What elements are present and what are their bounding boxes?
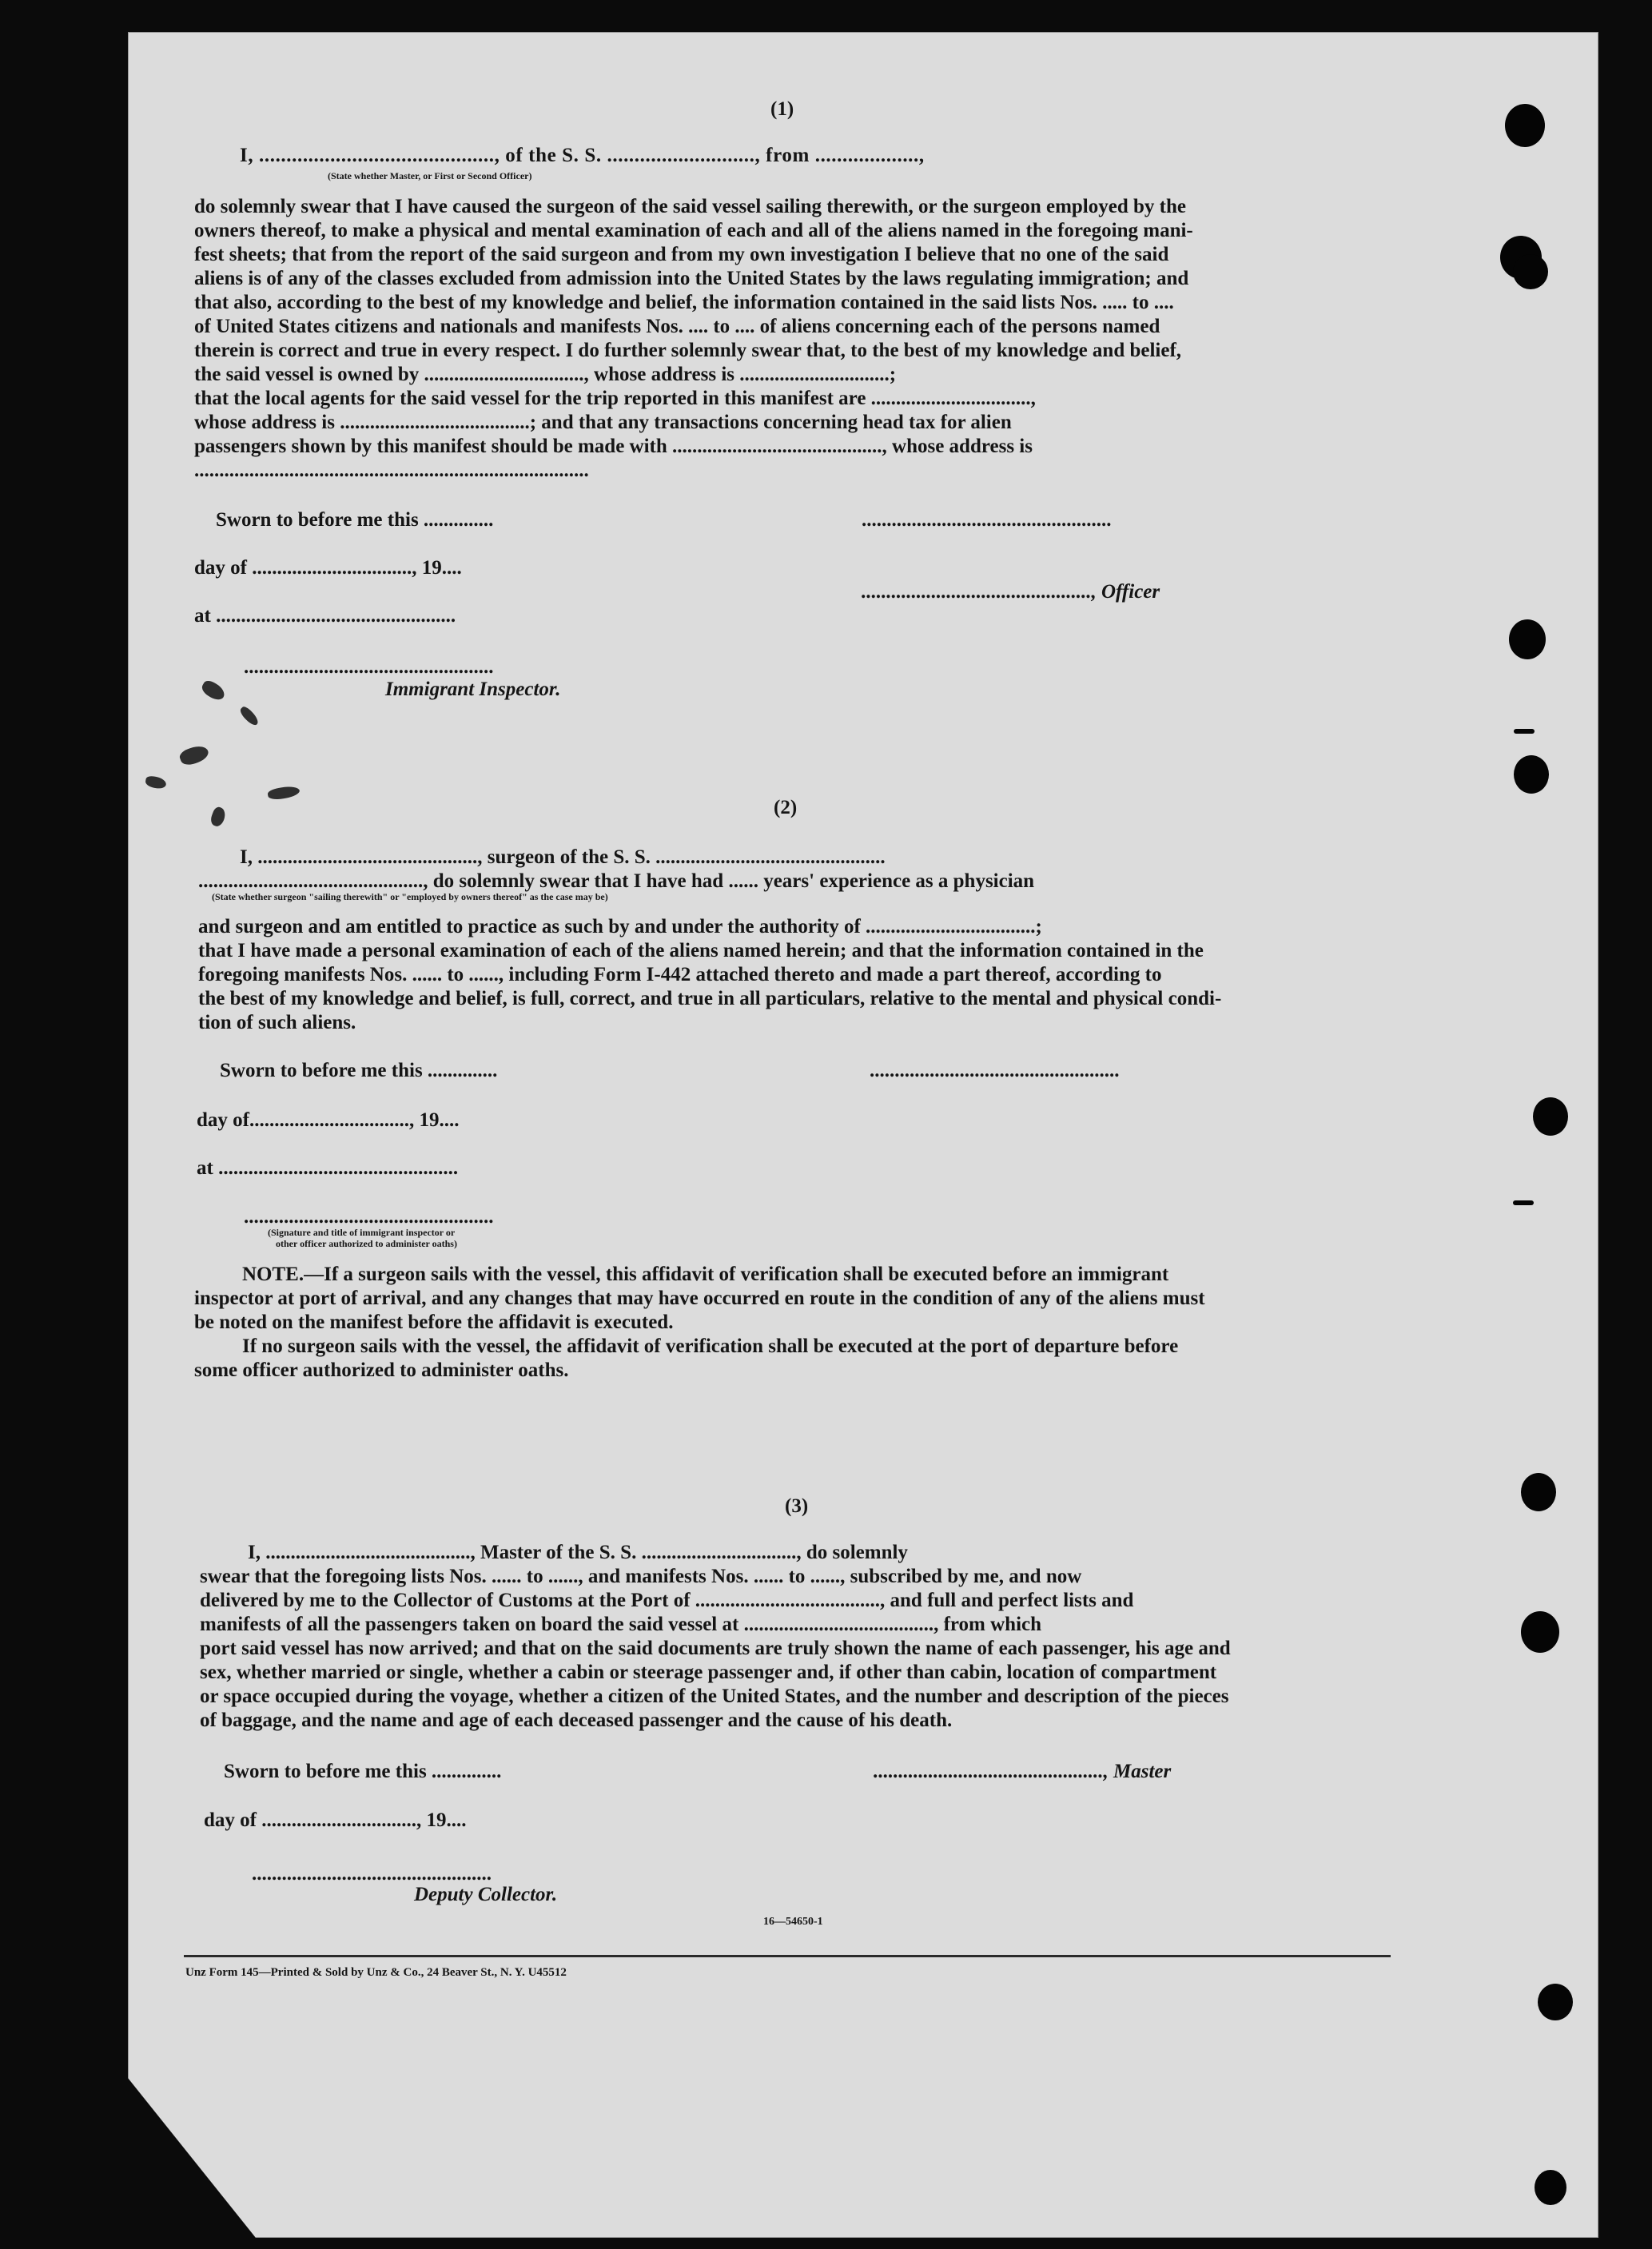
binder-hole — [1535, 2170, 1566, 2205]
paragraph-line: manifests of all the passengers taken on board the said vessel at ......................................, from which — [200, 1614, 1042, 1635]
section-1-right-dots: .................................................. — [862, 509, 1112, 531]
form-number: 16—54650-1 — [763, 1916, 823, 1928]
section-2-heading: (2) — [774, 797, 798, 818]
paragraph-line: whose address is ......................................; and that any transactions concerning head tax for alien — [194, 412, 1012, 433]
section-2-day: day of................................, 19.... — [197, 1109, 460, 1131]
section-1-line-1: I, ..........................................., of the S. S. ..........................., from ..................., — [240, 145, 925, 166]
edge-mark — [1514, 729, 1535, 734]
binder-hole — [1521, 1611, 1559, 1653]
footer-rule — [184, 1955, 1391, 1957]
section-3-paragraph — [200, 1541, 1391, 1733]
paragraph-line: that the local agents for the said vessel for the trip reported in this manifest are ................................, — [194, 388, 1036, 409]
section-2-right-dots: .................................................. — [870, 1060, 1120, 1081]
section-2-sworn: Sworn to before me this .............. — [220, 1060, 498, 1081]
binder-hole — [1533, 1097, 1568, 1136]
edge-mark — [1513, 1200, 1534, 1205]
paragraph-line: and surgeon and am entitled to practice as such by and under the authority of ..................................; — [198, 916, 1042, 937]
section-1-heading: (1) — [770, 98, 794, 120]
paragraph-line: that also, according to the best of my knowledge and belief, the information contained in the said lists Nos. ..... to .... — [194, 292, 1174, 313]
note-line: be noted on the manifest before the affidavit is executed. — [194, 1312, 674, 1333]
officer-label: .............................................., Officer — [862, 581, 1160, 603]
paragraph-line: tion of such aliens. — [198, 1012, 356, 1033]
section-3-sworn: Sworn to before me this .............. — [224, 1761, 502, 1782]
paragraph-line: delivered by me to the Collector of Customs at the Port of ....................................., and full and perfect lists and — [200, 1590, 1134, 1611]
master-label: .............................................., Master — [874, 1761, 1172, 1782]
printer-imprint: Unz Form 145—Printed & Sold by Unz & Co., 24 Beaver St., N. Y. U45512 — [185, 1966, 567, 1979]
paragraph-line: do solemnly swear that I have caused the surgeon of the said vessel sailing therewith, or the surgeon employed by the — [194, 196, 1186, 217]
section-3-signature-dots: ................................................ — [252, 1863, 492, 1885]
paragraph-line: of United States citizens and nationals and manifests Nos. .... to .... of aliens concerning each of the persons named — [194, 316, 1160, 337]
section-3-collector-label: Deputy Collector. — [414, 1884, 558, 1905]
section-2-at: at ................................................ — [197, 1157, 459, 1179]
section-2-signature-note: (Signature and title of immigrant inspector or — [268, 1227, 456, 1238]
paragraph-line: therein is correct and true in every respect. I do further solemnly swear that, to the best of my knowledge and belief, — [194, 340, 1182, 361]
section-2-signature-note: other officer authorized to administer oaths) — [276, 1238, 457, 1249]
section-1-sworn: Sworn to before me this .............. — [216, 509, 494, 531]
section-1-day: day of ................................, 19.... — [194, 557, 462, 579]
paragraph-line: I, ........................................., Master of the S. S. ..............................., do solemnly — [248, 1542, 908, 1563]
section-1-at: at ................................................ — [194, 605, 456, 627]
note-line: NOTE.—If a surgeon sails with the vessel, this affidavit of verification shall be executed before an immigrant — [242, 1264, 1169, 1285]
section-2-signature-dots: .................................................. — [244, 1206, 494, 1228]
note-line: inspector at port of arrival, and any changes that may have occurred en route in the condition of any of the aliens must — [194, 1288, 1205, 1309]
paragraph-line: port said vessel has now arrived; and that on the said documents are truly shown the name of each passenger, his age and — [200, 1638, 1231, 1659]
paragraph-line: that I have made a personal examination of each of the aliens named herein; and that the information contained in the — [198, 940, 1204, 961]
binder-hole — [1538, 1984, 1573, 2020]
binder-hole — [1514, 755, 1549, 794]
binder-hole — [1513, 254, 1548, 289]
note-line: some officer authorized to administer oaths. — [194, 1359, 569, 1381]
paragraph-line: sex, whether married or single, whether a cabin or steerage passenger and, if other than cabin, location of compartment — [200, 1662, 1217, 1683]
section-1-signature-dots: .................................................. — [244, 656, 494, 678]
paragraph-line: ............................................................................... — [194, 460, 589, 481]
section-1-inspector-label: Immigrant Inspector. — [385, 679, 561, 700]
section-1-paragraph — [194, 195, 1377, 483]
paragraph-line: aliens is of any of the classes excluded from admission into the United States by the laws regulating immigration; and — [194, 268, 1189, 289]
section-1-officer-note: (State whether Master, or First or Second Officer) — [328, 170, 532, 181]
paragraph-line: or space occupied during the voyage, whether a citizen of the United States, and the number and description of the pieces — [200, 1686, 1229, 1707]
paragraph-line: of baggage, and the name and age of each deceased passenger and the cause of his death. — [200, 1710, 953, 1731]
section-3-master-signature — [874, 1760, 1171, 1784]
paragraph-line: owners thereof, to make a physical and mental examination of each and all of the aliens named in the foregoing mani- — [194, 220, 1193, 241]
binder-hole — [1521, 1473, 1556, 1511]
paragraph-line: the best of my knowledge and belief, is full, correct, and true in all particulars, relative to the mental and physical condi- — [198, 988, 1222, 1009]
section-2-line-2: ............................................., do solemnly swear that I have had ...... years' experience as a physician — [198, 870, 1035, 892]
binder-hole — [1509, 619, 1546, 659]
section-3-heading: (3) — [785, 1495, 809, 1517]
paragraph-line: the said vessel is owned by ................................, whose address is ..............................; — [194, 364, 897, 385]
section-2-paragraph — [198, 915, 1381, 1035]
paragraph-line: passengers shown by this manifest should be made with .........................................., whose address is — [194, 436, 1033, 457]
binder-hole — [1505, 104, 1545, 147]
section-2-surgeon-note: (State whether surgeon "sailing therewith" or "employed by owners thereof" as the case may be) — [212, 891, 608, 902]
paragraph-line: swear that the foregoing lists Nos. ...... to ......, and manifests Nos. ...... to ......, subscribed by me, and now — [200, 1566, 1082, 1587]
section-3-day: day of ..............................., 19.... — [204, 1809, 467, 1831]
note-line: If no surgeon sails with the vessel, the affidavit of verification shall be executed at the port of departure before — [242, 1335, 1179, 1357]
section-2-note — [194, 1263, 1393, 1383]
paragraph-line: fest sheets; that from the report of the said surgeon and from my own investigation I believe that no one of the said — [194, 244, 1169, 265]
section-1-officer-signature — [862, 580, 1160, 604]
paragraph-line: foregoing manifests Nos. ...... to ......, including Form I-442 attached thereto and made a part thereof, according to — [198, 964, 1162, 985]
section-2-line-1: I, ............................................, surgeon of the S. S. .............................................. — [240, 846, 886, 868]
